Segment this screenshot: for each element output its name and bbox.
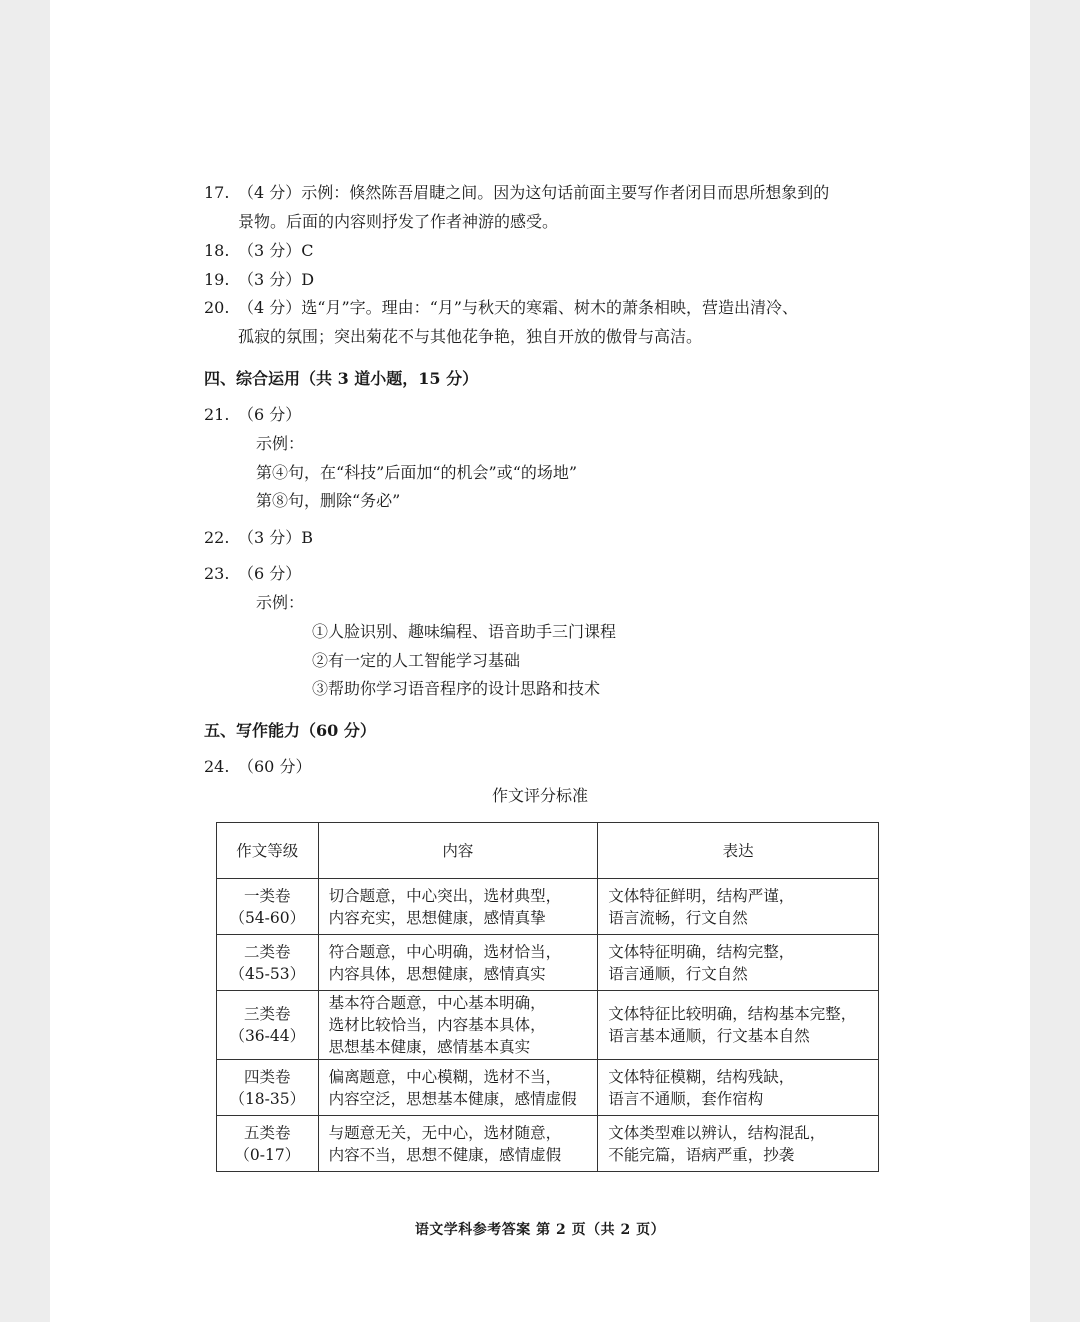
- answer-18: [204, 240, 314, 262]
- answer-text: （4 分）选“月”字。理由：“月”与秋天的寒霜、树木的萧条相映，营造出清冷、: [238, 298, 798, 317]
- level-name: 五类卷: [244, 1123, 291, 1142]
- answer-text: （6 分）: [238, 405, 302, 424]
- level-range: （36-44）: [229, 1027, 306, 1045]
- cell-line: 思想基本健康，感情基本真实: [328, 1038, 531, 1056]
- question-number: 17.: [204, 183, 230, 202]
- answer-text: （6 分）: [238, 564, 302, 583]
- cell-line: 文体特征比较明确，结构基本完整，: [608, 1005, 857, 1023]
- answer-23: [204, 563, 301, 585]
- table-title: 作文评分标准: [491, 786, 588, 805]
- question-number: 24.: [204, 757, 230, 776]
- expression-cell: [598, 879, 879, 935]
- cell-line: 不能完篇，语病严重，抄袭: [608, 1145, 795, 1164]
- cell-line: 与题意无关，无中心，选材随意，: [328, 1123, 562, 1142]
- section-heading-5: 五、写作能力（60 分）: [204, 721, 376, 740]
- document-page: [50, 0, 1030, 1322]
- content-cell: [318, 935, 598, 991]
- table-header-row: [217, 823, 879, 879]
- page-footer: 语文学科参考答案 第 2 页（共 2 页）: [414, 1222, 666, 1238]
- content-cell: [318, 991, 598, 1060]
- level-cell: [217, 879, 319, 935]
- question-number: 18.: [204, 241, 230, 260]
- cell-line: 语言基本通顺，行文基本自然: [608, 1027, 810, 1045]
- cell-line: 文体特征明确，结构完整，: [608, 942, 795, 961]
- question-number: 21.: [204, 405, 230, 424]
- level-cell: [217, 991, 319, 1060]
- cell-line: 选材比较恰当，内容基本具体，: [328, 1016, 546, 1034]
- expression-cell: [598, 1116, 879, 1172]
- example-line: 第④句，在“科技”后面加“的机会”或“的场地”: [256, 463, 578, 482]
- column-header: 表达: [598, 823, 879, 879]
- example-label: 示例：: [256, 434, 305, 453]
- answer-20: [204, 297, 798, 319]
- cell-line: 符合题意，中心明确，选材恰当，: [328, 942, 562, 961]
- answer-text: （60 分）: [238, 757, 312, 776]
- content-cell: [318, 879, 598, 935]
- cell-line: 基本符合题意，中心基本明确，: [328, 994, 546, 1012]
- column-header: 内容: [318, 823, 598, 879]
- cell-line: 语言不通顺，套作宿构: [608, 1089, 764, 1108]
- question-number: 20.: [204, 298, 230, 317]
- answer-22: [204, 527, 313, 549]
- cell-line: 内容不当，思想不健康，感情虚假: [328, 1145, 562, 1164]
- cell-line: 内容具体，思想健康，感情真实: [328, 964, 546, 983]
- answer-text: （4 分）示例：倏然陈吾眉睫之间。因为这句话前面主要写作者闭目而思所想象到的: [238, 183, 830, 202]
- answer-19: [204, 269, 314, 291]
- content-cell: [318, 1116, 598, 1172]
- level-cell: [217, 1060, 319, 1116]
- expression-cell: [598, 935, 879, 991]
- answer-text: （3 分）C: [238, 241, 314, 260]
- table-row: [217, 991, 879, 1060]
- level-name: 三类卷: [244, 1005, 291, 1023]
- answer-24: [204, 756, 311, 778]
- level-name: 二类卷: [244, 942, 291, 961]
- answer-17: [204, 182, 829, 204]
- level-name: 一类卷: [244, 886, 291, 905]
- level-cell: [217, 935, 319, 991]
- cell-line: 文体类型难以辨认，结构混乱，: [608, 1123, 826, 1142]
- table-row: [217, 935, 879, 991]
- table-row: [217, 879, 879, 935]
- cell-line: 语言流畅，行文自然: [608, 908, 748, 927]
- example-line: 第⑧句，删除“务必”: [256, 491, 401, 510]
- question-number: 22.: [204, 528, 230, 547]
- cell-line: 切合题意，中心突出，选材典型，: [328, 886, 562, 905]
- level-name: 四类卷: [244, 1067, 291, 1086]
- answer-17-continued: 景物。后面的内容则抒发了作者神游的感受。: [238, 212, 559, 231]
- page-content: [50, 0, 1030, 1322]
- cell-line: 内容充实，思想健康，感情真挚: [328, 908, 546, 927]
- example-line: ②有一定的人工智能学习基础: [312, 651, 521, 670]
- column-header: 作文等级: [217, 823, 319, 879]
- example-label: 示例：: [256, 593, 305, 612]
- level-cell: [217, 1116, 319, 1172]
- answer-text: （3 分）D: [238, 270, 315, 289]
- table-row: [217, 1060, 879, 1116]
- question-number: 23.: [204, 564, 230, 583]
- example-line: ①人脸识别、趣味编程、语音助手三门课程: [312, 622, 617, 641]
- cell-line: 内容空泛，思想基本健康，感情虚假: [328, 1089, 577, 1108]
- table-row: [217, 1116, 879, 1172]
- content-cell: [318, 1060, 598, 1116]
- expression-cell: [598, 991, 879, 1060]
- expression-cell: [598, 1060, 879, 1116]
- cell-line: 语言通顺，行文自然: [608, 964, 748, 983]
- example-line: ③帮助你学习语音程序的设计思路和技术: [312, 679, 601, 698]
- level-range: （54-60）: [229, 908, 306, 927]
- level-range: （45-53）: [229, 964, 306, 983]
- level-range: （18-35）: [229, 1089, 306, 1108]
- section-heading-4: 四、综合运用（共 3 道小题，15 分）: [204, 369, 479, 388]
- cell-line: 偏离题意，中心模糊，选材不当，: [328, 1067, 562, 1086]
- cell-line: 文体特征鲜明，结构严谨，: [608, 886, 795, 905]
- answer-text: （3 分）B: [238, 528, 314, 547]
- answer-21: [204, 404, 301, 426]
- cell-line: 文体特征模糊，结构残缺，: [608, 1067, 795, 1086]
- grading-rubric-table: [216, 822, 879, 1172]
- question-number: 19.: [204, 270, 230, 289]
- level-range: （0-17）: [234, 1145, 301, 1164]
- answer-20-continued: 孤寂的氛围；突出菊花不与其他花争艳，独自开放的傲骨与高洁。: [238, 327, 703, 346]
